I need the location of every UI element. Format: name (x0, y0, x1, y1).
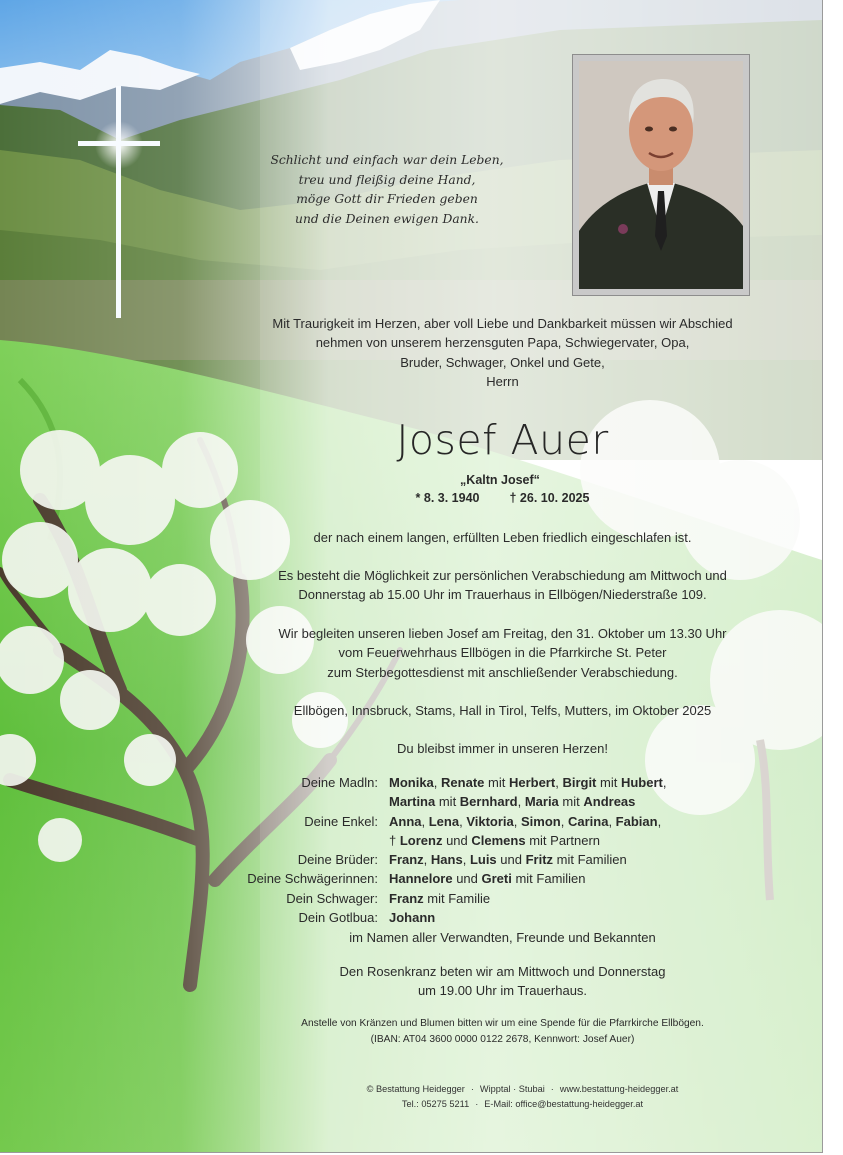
relatives-names (389, 869, 586, 888)
relative-connector: mit Partnern (525, 832, 601, 848)
relatives-footer: im Namen aller Verwandten, Freunde und Bekannten (349, 930, 656, 945)
relatives-names (389, 792, 635, 811)
relative-connector: , (608, 813, 616, 829)
relative-connector: † (389, 832, 400, 848)
portrait-photo (579, 61, 743, 289)
relatives-names (389, 812, 661, 831)
intro-text (230, 314, 775, 392)
poem (262, 151, 512, 229)
farewell-line: Es besteht die Möglichkeit zur persönlichen Verabschiedung am Mittwoch und (278, 568, 727, 583)
intro-line: Herrn (486, 374, 519, 390)
intro-line: Bruder, Schwager, Onkel und Gete, (400, 354, 605, 370)
relatives-label: Deine Schwägerinnen: (247, 871, 378, 887)
relative-connector: mit (435, 794, 460, 810)
relative-name: Johann (389, 910, 436, 926)
undertaker-line-2: Tel.: 05275 5211 · E-Mail: office@bestattung-heidegger.at (401, 1099, 644, 1109)
page-border-bottom (0, 1152, 823, 1153)
relatives-names (389, 889, 490, 908)
relative-name: Hannelore (389, 871, 453, 887)
relative-name: Lorenz (399, 832, 443, 848)
relative-name: Anna (389, 813, 422, 829)
relative-connector: , (423, 852, 431, 868)
relative-connector: und (496, 852, 526, 868)
relative-name: Lena (428, 813, 460, 829)
relative-name: Herbert (508, 775, 556, 790)
relatives-row (0, 869, 822, 888)
relative-name: Simon (521, 813, 561, 829)
relative-connector: mit Familie (423, 890, 491, 906)
relatives-label: Deine Madln: (301, 775, 378, 790)
service-line: Wir begleiten unseren lieben Josef am Freitag, den 31. Oktober um 13.30 Uhr (278, 626, 727, 641)
intro-line: Mit Traurigkeit im Herzen, aber voll Liebe und Dankbarkeit müssen wir Abschied (272, 316, 733, 331)
relative-name: Martina (389, 794, 436, 810)
rosary-line: um 19.00 Uhr im Trauerhaus. (417, 983, 588, 999)
relative-name: Fritz (525, 852, 554, 868)
undertaker-name: © Bestattung Heidegger (366, 1084, 465, 1094)
relatives-row (0, 812, 822, 831)
farewell-line: Donnerstag ab 15.00 Uhr im Trauerhaus in Ellbögen/Niederstraße 109. (298, 587, 707, 603)
relative-connector: mit (596, 775, 621, 790)
relatives-row (0, 792, 822, 811)
relative-connector: mit Familien (511, 871, 586, 887)
relative-name: Carina (567, 813, 609, 829)
relative-connector: , (560, 813, 568, 829)
hearts-text: Du bleibst immer in unseren Herzen! (397, 741, 608, 756)
passed-text: der nach einem langen, erfüllten Leben friedlich eingeschlafen ist. (313, 530, 692, 545)
portrait-frame (572, 54, 750, 296)
relative-connector: , (513, 813, 521, 829)
relative-name: Luis (469, 852, 497, 868)
relative-name: Birgit (562, 775, 597, 790)
places-date: Ellbögen, Innsbruck, Stams, Hall in Tirol, Telfs, Mutters, im Oktober 2025 (293, 703, 712, 718)
relatives-label: Dein Gotlbua: (298, 910, 378, 926)
relative-connector: , (459, 813, 467, 829)
relative-connector: , (433, 775, 442, 790)
service-info (230, 624, 775, 682)
undertaker-web-link[interactable]: www.bestattung-heidegger.at (559, 1084, 679, 1094)
relatives-row (0, 831, 822, 850)
poem-line: treu und fleißig deine Hand, (298, 172, 476, 187)
undertaker-line-1: © Bestattung Heidegger · Wipptal · Stubai · www.bestattung-heidegger.at (366, 1084, 679, 1094)
relative-connector: mit (484, 775, 509, 790)
undertaker-region: Wipptal · Stubai (479, 1084, 545, 1094)
relative-connector: , (662, 775, 667, 790)
relative-connector: , (462, 852, 470, 868)
relatives-names (389, 908, 435, 927)
relative-name: Franz (389, 852, 424, 868)
relatives-row (0, 889, 822, 908)
relatives-row (0, 773, 822, 792)
relative-name: Clemens (471, 832, 526, 848)
relative-connector: , (517, 794, 525, 810)
donation-note (230, 1016, 775, 1048)
relative-connector: , (657, 813, 662, 829)
poem-line: möge Gott dir Frieden geben (296, 192, 478, 207)
relative-name: Franz (389, 890, 424, 906)
relative-name: Viktoria (466, 813, 514, 829)
donation-line: Anstelle von Kränzen und Blumen bitten wir um eine Spende für die Pfarrkirche Ellbögen. (301, 1018, 704, 1029)
rosary-line: Den Rosenkranz beten wir am Mittwoch und Donnerstag (339, 964, 666, 979)
relative-name: Renate (441, 775, 485, 790)
relative-connector: , (555, 775, 563, 790)
intro-line: nehmen von unserem herzensguten Papa, Schwiegervater, Opa, (315, 335, 690, 351)
relatives-names (389, 773, 666, 792)
farewell-info (230, 566, 775, 605)
relatives-names (389, 850, 627, 869)
poem-line: Schlicht und einfach war dein Leben, (270, 153, 504, 167)
service-line: zum Sterbegottesdienst mit anschließender Verabschiedung. (327, 664, 678, 680)
rosary-info (250, 962, 755, 1001)
service-line: vom Feuerwehrhaus Ellbögen in die Pfarrkirche St. Peter (338, 645, 667, 661)
undertaker-email-link[interactable]: E-Mail: office@bestattung-heidegger.at (484, 1099, 644, 1109)
relatives-label: Deine Enkel: (304, 813, 378, 829)
birth-date: * 8. 3. 1940 (415, 491, 480, 505)
relative-name: Fabian (615, 813, 658, 829)
relative-name: Hubert (620, 775, 663, 790)
relative-connector: mit (558, 794, 584, 810)
relative-name: Bernhard (459, 794, 518, 810)
page-border-right (822, 0, 823, 1152)
relative-connector: , (421, 813, 429, 829)
relative-name: Andreas (583, 794, 636, 810)
undertaker-footer (300, 1082, 745, 1112)
relatives-list (0, 773, 822, 927)
donation-line: (IBAN: AT04 3600 0000 0122 2678, Kennwort: Josef Auer) (370, 1033, 635, 1045)
relative-connector: mit Familien (553, 852, 627, 868)
relative-connector: und (442, 832, 472, 848)
relatives-row (0, 850, 822, 869)
relatives-row (0, 908, 822, 927)
undertaker-phone: Tel.: 05275 5211 (401, 1099, 470, 1109)
relative-connector: und (452, 871, 482, 887)
relative-name: Hans (430, 852, 463, 868)
death-date: † 26. 10. 2025 (509, 491, 590, 505)
deceased-name: Josef Auer (396, 416, 609, 464)
life-dates (380, 489, 625, 507)
relatives-label: Deine Brüder: (297, 852, 378, 868)
relative-name: Monika (389, 775, 434, 790)
relatives-names (389, 831, 600, 850)
relative-name: Maria (524, 794, 559, 810)
relative-name: Greti (481, 871, 512, 887)
relatives-label: Dein Schwager: (286, 890, 378, 906)
poem-line: und die Deinen ewigen Dank. (295, 211, 479, 226)
nickname: „Kaltn Josef“ (460, 473, 540, 487)
